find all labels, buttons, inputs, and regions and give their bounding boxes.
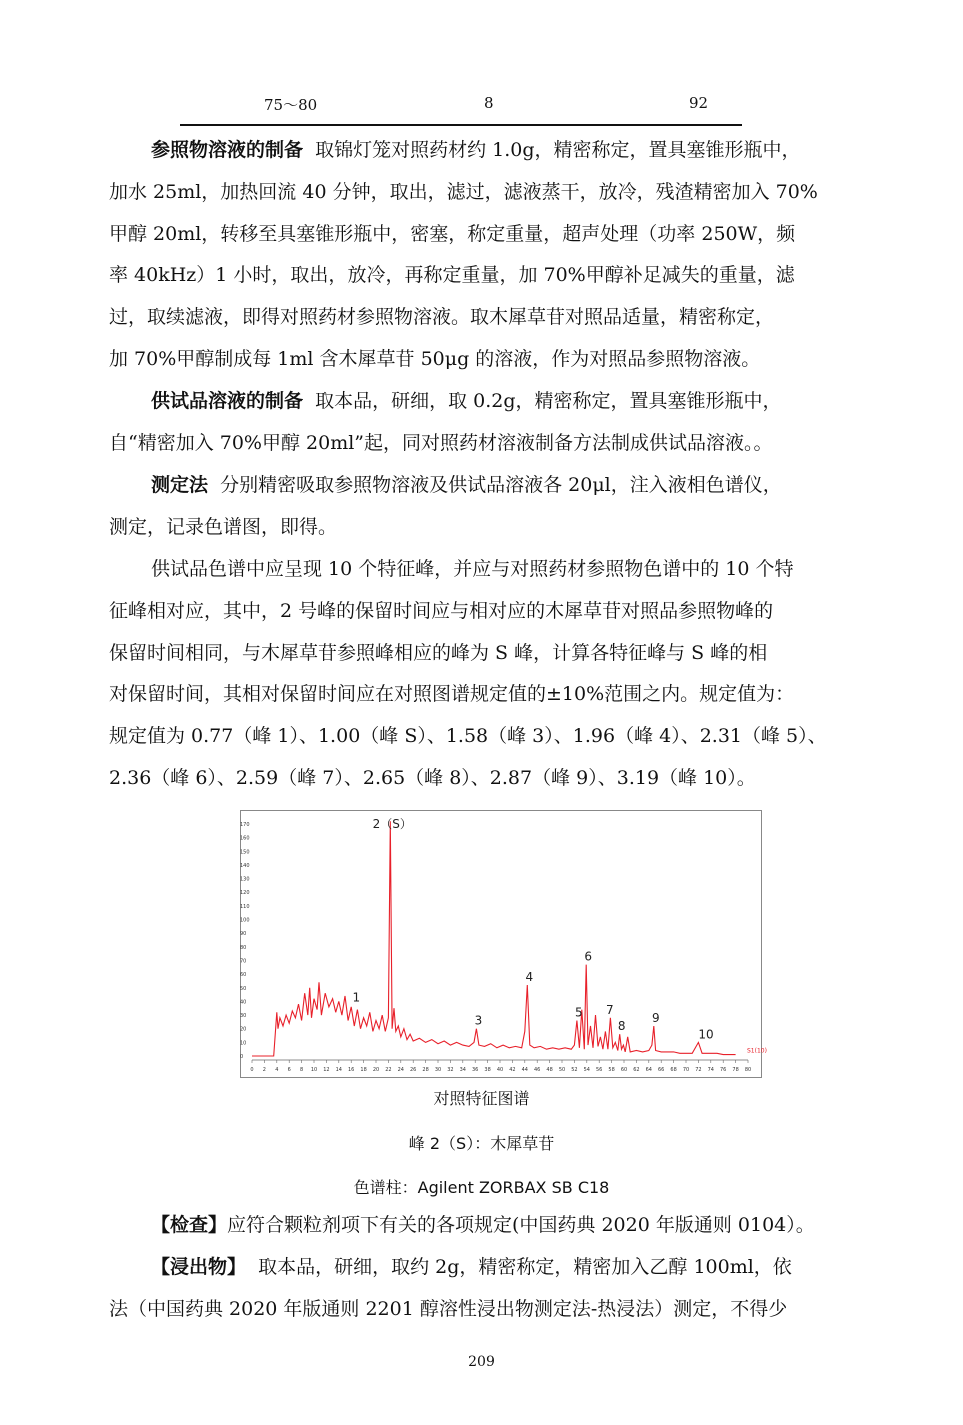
x-tick-label: 6 [287, 1067, 291, 1073]
text-line: 征峰相对应，其中，2 号峰的保留时间应与相对应的木犀草苷对照品参照物峰的 [109, 599, 774, 622]
x-tick-label: 24 [397, 1067, 404, 1073]
x-tick-label: 32 [447, 1067, 454, 1073]
x-tick-label: 52 [571, 1067, 578, 1073]
page-number: 209 [468, 1354, 495, 1370]
text-line: 取本品，研细，取 0.2g，精密称定，置具塞锥形瓶中， [315, 390, 782, 412]
text-line: 测定，记录色谱图，即得。 [109, 515, 338, 538]
x-tick-label: 78 [732, 1067, 739, 1073]
y-tick-label: 100 [240, 917, 250, 924]
x-tick-label: 48 [546, 1067, 553, 1073]
y-tick-label: 10 [240, 1040, 247, 1047]
text-line: 取本品，研细，取约 2g，精密称定，精密加入乙醇 100ml，依 [258, 1256, 792, 1278]
text-line: 规定值为 0.77（峰 1）、1.00（峰 S）、1.58（峰 3）、1.96（峰 4）、2.31（峰 5）、 [109, 725, 827, 748]
peak-label: 4 [525, 970, 534, 985]
text-line: 取锦灯笼对照药材约 1.0g，精密称定，置具塞锥形瓶中， [315, 139, 801, 161]
y-tick-label: 110 [240, 903, 250, 910]
figure-title: 对照特征图谱 [433, 1089, 530, 1108]
text-line: 自“精密加入 70%甲醇 20ml”起，同对照药材溶液制备方法制成供试品溶液。。 [109, 431, 773, 454]
text-line: 对保留时间，其相对保留时间应在对照图谱规定值的±10%范围之内。规定值为： [109, 683, 795, 706]
text-line: 2.36（峰 6）、2.59（峰 7）、2.65（峰 8）、2.87（峰 9）、3.19（峰 10）。 [109, 766, 756, 789]
x-tick-label: 58 [608, 1067, 615, 1073]
figure-caption-column: 色谱柱：Agilent ZORBAX SB C18 [353, 1178, 610, 1197]
y-tick-label: 40 [240, 999, 247, 1006]
text-line: 分别精密吸取参照物溶液及供试品溶液各 20μl，注入液相色谱仪， [220, 474, 782, 496]
x-tick-label: 76 [720, 1067, 727, 1073]
x-tick-label: 12 [323, 1067, 330, 1073]
table-cell-value: 92 [689, 94, 709, 112]
chromatogram-chart [240, 810, 767, 1078]
chart-frame [241, 811, 762, 1078]
y-tick-label: 0 [240, 1054, 244, 1060]
y-tick-label: 80 [240, 944, 247, 951]
x-tick-label: 72 [695, 1067, 702, 1073]
x-tick-label: 14 [335, 1067, 342, 1073]
x-tick-label: 64 [645, 1067, 652, 1073]
peak-label: 6 [584, 949, 593, 964]
peak-label: 5 [575, 1005, 583, 1020]
section-reference-solution [109, 130, 859, 381]
text-line: 过，取续滤液，即得对照药材参照物溶液。取木犀草苷对照品适量，精密称定， [109, 306, 775, 329]
section-peaks-requirement [109, 549, 859, 800]
x-tick-label: 36 [472, 1067, 479, 1073]
y-tick-label: 170 [240, 822, 250, 828]
peak-label: 1 [352, 990, 361, 1005]
section-heading: 参照物溶液的制备 [151, 139, 304, 161]
x-tick-label: 18 [360, 1067, 367, 1073]
text-line: 供试品色谱中应呈现 10 个特征峰，并应与对照药材参照物色谱中的 10 个特 [151, 558, 794, 580]
x-tick-label: 46 [534, 1067, 541, 1073]
x-tick-label: 8 [300, 1067, 304, 1073]
x-tick-label: 20 [372, 1067, 380, 1073]
y-tick-label: 70 [240, 958, 247, 965]
x-tick-label: 4 [275, 1067, 279, 1073]
x-tick-label: 56 [596, 1067, 603, 1073]
section-test-solution [109, 381, 859, 465]
x-tick-label: 42 [509, 1067, 516, 1073]
x-tick-label: 44 [521, 1067, 528, 1073]
y-tick-label: 130 [240, 876, 250, 883]
section-heading: 【浸出物】 [151, 1256, 247, 1278]
section-check [109, 1205, 859, 1247]
peak-label: 8 [617, 1019, 626, 1034]
x-tick-label: 54 [583, 1067, 590, 1073]
x-tick-label: 0 [250, 1067, 254, 1073]
text-line: 甲醇 20ml，转移至具塞锥形瓶中，密塞，称定重量，超声处理（功率 250W，频 [109, 222, 796, 245]
figure-caption-peak: 峰 2（S）：木犀草苷 [408, 1134, 555, 1153]
text-line: 加水 25ml，加热回流 40 分钟，取出，滤过，滤液蒸干，放冷，残渣精密加入 70% [109, 180, 818, 203]
text-line: 加 70%甲醇制成每 1ml 含木犀草苷 50μg 的溶液，作为对照品参照物溶液。 [109, 347, 761, 370]
x-tick-label: 16 [348, 1067, 355, 1073]
section-extract [109, 1247, 859, 1331]
x-tick-label: 26 [410, 1067, 417, 1073]
y-tick-label: 30 [240, 1013, 247, 1020]
peak-label: 9 [651, 1010, 660, 1025]
x-tick-label: 30 [434, 1067, 442, 1073]
section-heading: 测定法 [151, 474, 209, 496]
text-line: 率 40kHz）1 小时，取出，放冷，再称定重量，加 70%甲醇补足减失的重量，滤 [109, 264, 795, 287]
x-tick-label: 40 [496, 1067, 504, 1073]
peak-label: 3 [474, 1013, 483, 1028]
y-tick-label: 20 [240, 1026, 247, 1033]
table-bottom-rule [180, 124, 742, 126]
x-tick-label: 66 [658, 1067, 665, 1073]
series-label: S1(10) [747, 1047, 767, 1055]
x-tick-label: 10 [310, 1067, 318, 1073]
y-tick-label: 90 [240, 931, 247, 938]
x-tick-label: 68 [670, 1067, 677, 1073]
x-tick-label: 80 [744, 1067, 752, 1073]
y-tick-label: 50 [240, 985, 247, 992]
section-heading: 【检查】 [151, 1214, 228, 1236]
table-cell-count: 8 [484, 94, 494, 112]
x-tick-label: 2 [262, 1067, 266, 1073]
peak-label: 7 [606, 1002, 614, 1017]
x-tick-label: 60 [620, 1067, 628, 1073]
x-tick-label: 22 [385, 1067, 392, 1073]
section-method [109, 465, 859, 549]
text-line: 保留时间相同，与木犀草苷参照峰相应的峰为 S 峰，计算各特征峰与 S 峰的相 [109, 641, 768, 664]
text-line: 应符合颗粒剂项下有关的各项规定(中国药典 2020 年版通则 0104）。 [227, 1214, 815, 1236]
peak-label: 2（S） [372, 817, 412, 831]
text-line: 法（中国药典 2020 年版通则 2201 醇溶性浸出物测定法-热浸法）测定，不得少 [109, 1297, 788, 1320]
x-tick-label: 38 [484, 1067, 491, 1073]
y-tick-label: 120 [240, 890, 250, 897]
x-tick-label: 74 [707, 1067, 714, 1073]
y-tick-label: 160 [240, 835, 250, 842]
y-tick-label: 150 [240, 849, 250, 856]
x-tick-label: 50 [558, 1067, 566, 1073]
peak-label: 10 [698, 1027, 714, 1042]
section-heading: 供试品溶液的制备 [151, 390, 304, 412]
x-tick-label: 28 [422, 1067, 429, 1073]
table-cell-range: 75～80 [264, 96, 318, 114]
y-tick-label: 60 [240, 972, 247, 979]
x-tick-label: 34 [459, 1067, 466, 1073]
x-tick-label: 62 [633, 1067, 640, 1073]
x-tick-label: 70 [682, 1067, 690, 1073]
y-tick-label: 140 [240, 862, 250, 869]
